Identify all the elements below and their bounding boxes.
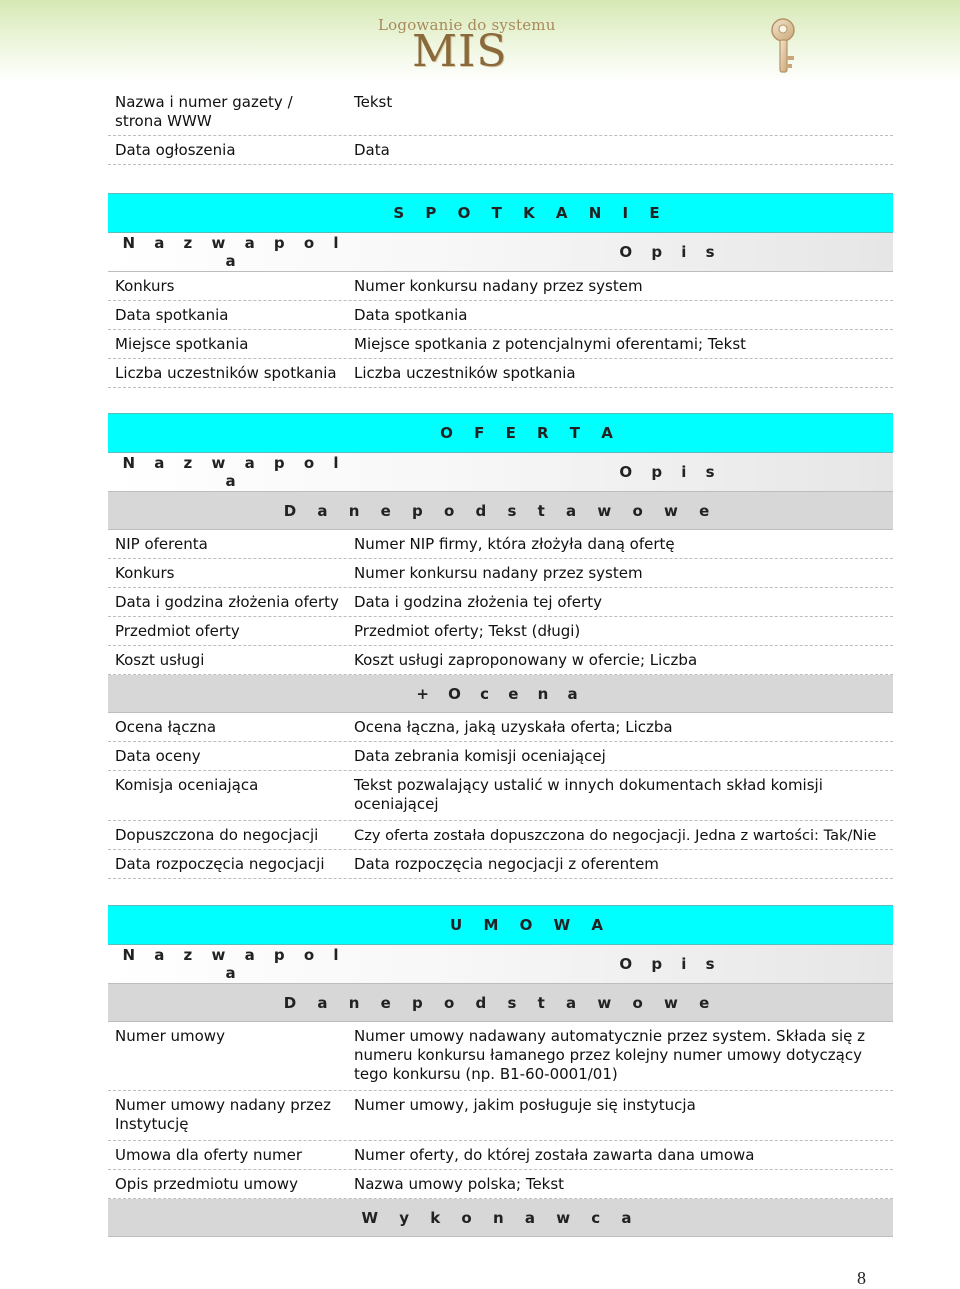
field-desc: Liczba uczestników spotkania <box>354 364 576 382</box>
table-row <box>108 1022 893 1091</box>
field-name: Nazwa i numer gazety / strona WWW <box>115 93 293 130</box>
field-name: Dopuszczona do negocjacji <box>115 826 319 844</box>
subsection-dane-podstawowe: D a n e p o d s t a w o w e <box>108 984 893 1022</box>
page-number: 8 <box>857 1268 866 1288</box>
field-desc: Numer umowy nadawany automatycznie przez system. Składa się z numeru konkursu łamanego przez kolejny numer umowy dotyczący tego konkursu (np. B1-60-0001/01) <box>354 1027 866 1083</box>
field-desc: Miejsce spotkania z potencjalnymi oferentami; Tekst <box>354 335 747 353</box>
table-row <box>108 850 893 879</box>
column-header <box>108 233 893 272</box>
field-desc: Przedmiot oferty; Tekst (długi) <box>354 622 581 640</box>
key-icon <box>765 16 803 76</box>
column-name-header: N a z w a p o l a <box>122 946 346 982</box>
column-header <box>108 945 893 984</box>
field-name: Miejsce spotkania <box>115 335 249 353</box>
field-name: Liczba uczestników spotkania <box>115 364 337 382</box>
field-name: Data oceny <box>115 747 201 765</box>
field-name: Konkurs <box>115 564 175 582</box>
table-row <box>108 713 893 742</box>
table-row <box>108 1170 893 1199</box>
field-desc: Nazwa umowy polska; Tekst <box>354 1175 565 1193</box>
table-row <box>108 88 893 136</box>
subsection-wykonawca: W y k o n a w c a <box>108 1199 893 1237</box>
field-name: Koszt usługi <box>115 651 205 669</box>
field-desc: Numer konkursu nadany przez system <box>354 564 643 582</box>
field-name: Komisja oceniająca <box>115 776 259 794</box>
table-row <box>108 646 893 675</box>
field-desc: Data <box>354 141 390 159</box>
field-name: Przedmiot oferty <box>115 622 240 640</box>
field-desc: Numer umowy, jakim posługuje się instytucja <box>354 1096 696 1114</box>
column-header <box>108 453 893 492</box>
field-desc: Czy oferta została dopuszczona do negocjacji. Jedna z wartości: Tak/Nie <box>354 827 877 844</box>
field-name: Ocena łączna <box>115 718 217 736</box>
field-name: Numer umowy <box>115 1027 225 1045</box>
table-row <box>108 617 893 646</box>
field-desc: Data rozpoczęcia negocjacji z oferentem <box>354 855 659 873</box>
table-row <box>108 136 893 165</box>
section-title-umowa: U M O W A <box>108 905 893 945</box>
column-name-header: N a z w a p o l a <box>122 234 346 270</box>
section-title-spotkanie: S P O T K A N I E <box>108 193 893 233</box>
subsection-ocena: + O c e n a <box>108 675 893 713</box>
banner-title: MIS <box>412 26 508 77</box>
table-row <box>108 301 893 330</box>
field-desc: Numer NIP firmy, która złożyła daną ofertę <box>354 535 675 553</box>
table-row <box>108 272 893 301</box>
column-desc-header: O p i s <box>619 243 722 261</box>
table-row <box>108 588 893 617</box>
field-name: Data spotkania <box>115 306 229 324</box>
field-name: Numer umowy nadany przez Instytucję <box>115 1096 331 1133</box>
field-name: Umowa dla oferty numer <box>115 1146 303 1164</box>
field-desc: Numer konkursu nadany przez system <box>354 277 643 295</box>
table-row <box>108 1141 893 1170</box>
table-row <box>108 771 893 821</box>
field-desc: Numer oferty, do której została zawarta dana umowa <box>354 1146 755 1164</box>
section-title-oferta: O F E R T A <box>108 413 893 453</box>
column-desc-header: O p i s <box>619 463 722 481</box>
banner-subtitle: Logowanie do systemu <box>378 16 556 34</box>
field-name: Opis przedmiotu umowy <box>115 1175 298 1193</box>
field-name: Konkurs <box>115 277 175 295</box>
field-desc: Data spotkania <box>354 306 468 324</box>
table-row <box>108 742 893 771</box>
column-name-header: N a z w a p o l a <box>122 454 346 490</box>
document-content <box>108 82 893 1237</box>
field-name: NIP oferenta <box>115 535 208 553</box>
table-row <box>108 530 893 559</box>
header-banner <box>0 0 960 82</box>
field-desc: Tekst <box>354 93 393 111</box>
subsection-dane-podstawowe: D a n e p o d s t a w o w e <box>108 492 893 530</box>
field-desc: Tekst pozwalający ustalić w innych dokumentach skład komisji oceniającej <box>354 776 823 813</box>
field-name: Data ogłoszenia <box>115 141 236 159</box>
field-name: Data i godzina złożenia oferty <box>115 593 339 611</box>
field-name: Data rozpoczęcia negocjacji <box>115 855 325 873</box>
field-desc: Data i godzina złożenia tej oferty <box>354 593 602 611</box>
field-desc: Ocena łączna, jaką uzyskała oferta; Liczba <box>354 718 673 736</box>
field-desc: Koszt usługi zaproponowany w ofercie; Liczba <box>354 651 698 669</box>
table-row <box>108 330 893 359</box>
table-row <box>108 821 893 850</box>
column-desc-header: O p i s <box>619 955 722 973</box>
table-row <box>108 359 893 388</box>
table-row <box>108 559 893 588</box>
table-row <box>108 1091 893 1141</box>
field-desc: Data zebrania komisji oceniającej <box>354 747 606 765</box>
